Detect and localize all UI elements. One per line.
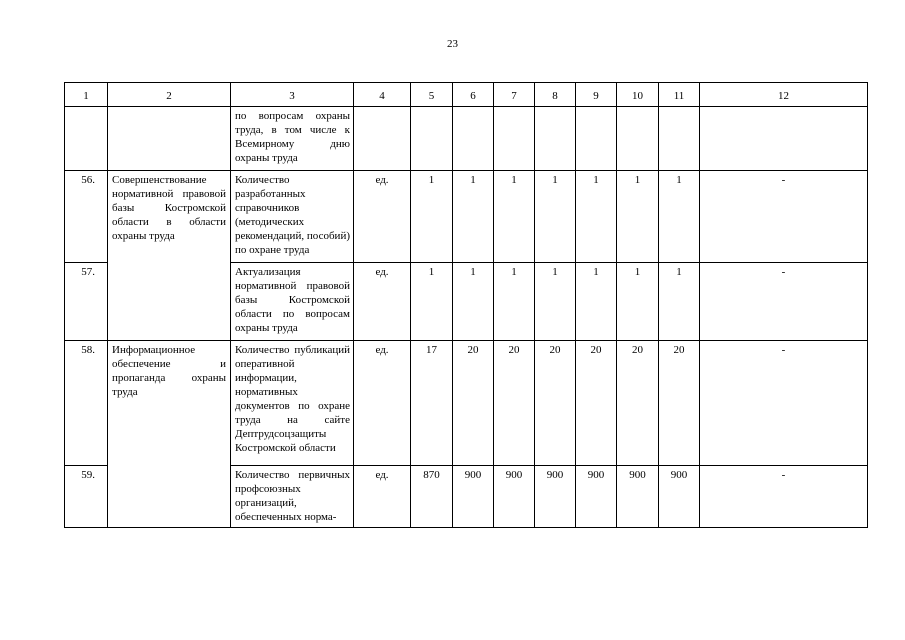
table-row: [65, 341, 868, 466]
value-cell: 20: [494, 341, 535, 466]
column-header: 2: [108, 83, 231, 107]
continuation-row: [65, 107, 868, 171]
row-number-cell: 58.: [65, 341, 108, 466]
unit-cell: [354, 107, 411, 171]
column-number-row: [65, 83, 868, 107]
column-header: 3: [231, 83, 354, 107]
column-header: 1: [65, 83, 108, 107]
note-cell: -: [700, 341, 868, 466]
value-cell: [453, 107, 494, 171]
value-cell: 17: [411, 341, 453, 466]
row-number-cell: 57.: [65, 263, 108, 341]
value-cell: 900: [576, 466, 617, 528]
column-header: 9: [576, 83, 617, 107]
activity-cell: Совершенствование нормативной правовой базы Костромской области в области охраны труда: [108, 171, 231, 341]
unit-cell: ед.: [354, 466, 411, 528]
value-cell: 20: [617, 341, 659, 466]
value-cell: 1: [659, 263, 700, 341]
value-cell: 1: [576, 171, 617, 263]
activity-cell: [108, 107, 231, 171]
row-number-cell: [65, 107, 108, 171]
value-cell: 20: [576, 341, 617, 466]
table-row: [65, 171, 868, 263]
value-cell: [411, 107, 453, 171]
column-header: 11: [659, 83, 700, 107]
value-cell: 20: [535, 341, 576, 466]
row-number-cell: 56.: [65, 171, 108, 263]
unit-cell: ед.: [354, 341, 411, 466]
value-cell: 1: [535, 171, 576, 263]
value-cell: 1: [535, 263, 576, 341]
value-cell: 1: [617, 263, 659, 341]
value-cell: 870: [411, 466, 453, 528]
column-header: 10: [617, 83, 659, 107]
value-cell: 900: [494, 466, 535, 528]
indicator-cell: Актуализация нормативной правовой базы Костромской области по вопросам охраны труда: [231, 263, 354, 341]
indicator-cell: Количество первичных профсоюзных организаций, обеспеченных норма-: [231, 466, 354, 528]
column-header: 4: [354, 83, 411, 107]
note-cell: [700, 107, 868, 171]
value-cell: 900: [617, 466, 659, 528]
value-cell: 1: [453, 263, 494, 341]
value-cell: 1: [576, 263, 617, 341]
value-cell: 20: [659, 341, 700, 466]
indicator-cell: Количество разработанных справочников (методических рекомендаций, пособий) по охране труда: [231, 171, 354, 263]
indicator-cell: по вопросам охраны труда, в том числе к Всемирному дню охраны труда: [231, 107, 354, 171]
value-cell: 1: [617, 171, 659, 263]
unit-cell: ед.: [354, 263, 411, 341]
value-cell: [576, 107, 617, 171]
value-cell: [494, 107, 535, 171]
note-cell: -: [700, 171, 868, 263]
value-cell: [617, 107, 659, 171]
value-cell: [535, 107, 576, 171]
value-cell: 900: [535, 466, 576, 528]
value-cell: 1: [494, 171, 535, 263]
value-cell: 20: [453, 341, 494, 466]
value-cell: 900: [453, 466, 494, 528]
indicator-cell: Количество публикаций оперативной информации, нормативных документов по охране труда на сайте Дептрудсоцзащиты Костромской области: [231, 341, 354, 466]
column-header: 12: [700, 83, 868, 107]
note-cell: -: [700, 263, 868, 341]
unit-cell: ед.: [354, 171, 411, 263]
value-cell: [659, 107, 700, 171]
column-header: 5: [411, 83, 453, 107]
data-table: [64, 82, 868, 528]
activity-cell: Информационное обеспечение и пропаганда охраны труда: [108, 341, 231, 528]
value-cell: 900: [659, 466, 700, 528]
note-cell: -: [700, 466, 868, 528]
page-number: 23: [447, 38, 458, 50]
value-cell: 1: [411, 263, 453, 341]
column-header: 8: [535, 83, 576, 107]
row-number-cell: 59.: [65, 466, 108, 528]
value-cell: 1: [659, 171, 700, 263]
value-cell: 1: [494, 263, 535, 341]
column-header: 7: [494, 83, 535, 107]
value-cell: 1: [453, 171, 494, 263]
value-cell: 1: [411, 171, 453, 263]
column-header: 6: [453, 83, 494, 107]
